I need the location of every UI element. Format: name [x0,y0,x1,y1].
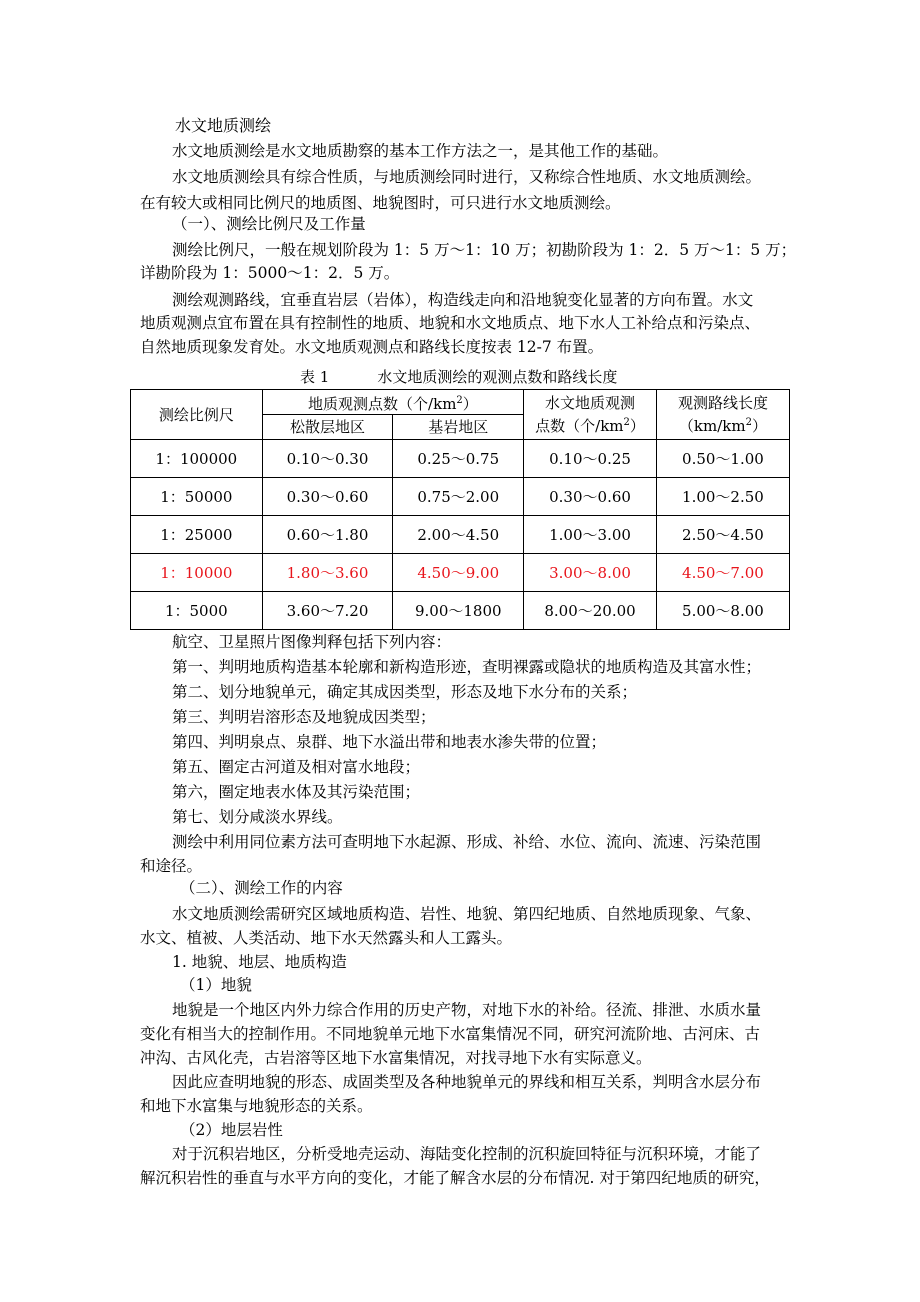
aerial-item-2: 第二、划分地貌单元，确定其成因类型，形态及地下水分布的关系； [172,683,638,701]
table-row [131,440,790,478]
landform2-line-2: 和地下水富集与地貌形态的关系。 [140,1097,373,1115]
aerial-item-5: 第五、圈定古河道及相对富水地段； [172,758,421,776]
cell-scale: 1：25000 [131,516,263,554]
header-route-length: 观测路线长度 $(km/km^2)$ [656,390,789,440]
cell-hydro: 8.00～20.00 [524,592,657,630]
aerial-item-4: 第四、判明泉点、泉群、地下水溢出带和地表水渗失带的位置； [172,733,607,751]
cell-bedrock: 0.75～2.00 [393,478,524,516]
cell-scale: 1：50000 [131,478,263,516]
table-caption [300,366,617,387]
section1-heading: （一）、测绘比例尺及工作量 [172,215,366,233]
isotope-line-2: 和途径。 [140,857,203,875]
cell-route: 2.50～4.50 [656,516,789,554]
header-scale: 测绘比例尺 [131,390,263,440]
header-hydro-points: 水文地质观测 点数（个$/km^2$） [524,390,657,440]
aerial-item-6: 第六，圈定地表水体及其污染范围； [172,783,421,801]
header-bedrock-area: 基岩地区 [393,415,524,440]
header-geo-points: 地质观测点数（个$/km^2$） [262,390,524,415]
table-row-highlighted [131,554,790,592]
table-number: 表 1 [300,368,330,386]
cell-hydro: 0.10～0.25 [524,440,657,478]
intro-line-2: 水文地质测绘具有综合性质，与地质测绘同时进行，又称综合性地质、水文地质测绘。 [172,168,762,186]
aerial-item-3: 第三、判明岩溶形态及地貌成因类型； [172,708,436,726]
route-paragraph-line-2: 地质观测点宜布置在具有控制性的地质、地貌和水文地质点、地下水人工补给点和污染点、 [140,314,761,332]
route-paragraph-line-3: 自然地质现象发育处。水文地质观测点和路线长度按表 12-7 布置。 [140,338,604,356]
cell-scale: 1：5000 [131,592,263,630]
cell-hydro: 1.00～3.00 [524,516,657,554]
route-paragraph-line-1: 测绘观测路线，宜垂直岩层（岩体），构造线走向和沿地貌变化显著的方向布置。水文 [172,291,754,309]
cell-route: 4.50～7.00 [656,554,789,592]
cell-bedrock: 9.00～1800 [393,592,524,630]
header-loose-area: 松散层地区 [262,415,393,440]
scale-paragraph-line-1: 测绘比例尺，一般在规划阶段为 1：5 万～1：10 万；初勘阶段为 1：2．5 万～1：5 万； [172,241,797,259]
scale-paragraph-line-2: 详勘阶段为 1：5000～1：2．5 万。 [140,264,400,282]
landform-line-1: 地貌是一个地区内外力综合作用的历史产物，对地下水的补给。径流、排泄、水质水量 [172,1001,762,1019]
landform-line-3: 冲沟、古风化壳，古岩溶等区地下水富集情况，对找寻地下水有实际意义。 [140,1049,652,1067]
intro-line-3: 在有较大或相同比例尺的地质图、地貌图时，可只进行水文地质测绘。 [140,194,621,212]
survey-content-line-1: 水文地质测绘需研究区域地质构造、岩性、地貌、第四纪地质、自然地质现象、气象、 [172,905,762,923]
aerial-intro: 航空、卫星照片图像判释包括下列内容： [172,633,452,651]
table-row [131,516,790,554]
aerial-item-7: 第七、划分咸淡水界线。 [172,808,343,826]
cell-loose: 0.30～0.60 [262,478,393,516]
cell-loose: 0.10～0.30 [262,440,393,478]
cell-loose: 1.80～3.60 [262,554,393,592]
isotope-line-1: 测绘中利用同位素方法可查明地下水起源、形成、补给、水位、流向、流速、污染范围 [172,833,762,851]
table-row [131,592,790,630]
survey-content-line-2: 水文、植被、人类活动、地下水天然露头和人工露头。 [140,929,513,947]
cell-route: 1.00～2.50 [656,478,789,516]
strata-line-2: 解沉积岩性的垂直与水平方向的变化，才能了解含水层的分布情况. 对于第四纪地质的研究， [140,1169,770,1187]
cell-route: 0.50～1.00 [656,440,789,478]
cell-route: 5.00～8.00 [656,592,789,630]
landform2-line-1: 因此应查明地貌的形态、成固类型及各种地貌单元的界线和相互关系，判明含水层分布 [172,1073,762,1091]
cell-hydro: 3.00～8.00 [524,554,657,592]
table-row [131,478,790,516]
subheading-strata: （2）地层岩性 [180,1121,283,1139]
cell-bedrock: 0.25～0.75 [393,440,524,478]
subheading-landform: （1）地貌 [180,976,252,994]
subheading-landform-strata: 1. 地貌、地层、地质构造 [172,953,347,971]
table-title: 水文地质测绘的观测点数和路线长度 [377,368,618,386]
cell-bedrock: 2.00～4.50 [393,516,524,554]
doc-title: 水文地质测绘 [175,116,272,135]
cell-loose: 3.60～7.20 [262,592,393,630]
landform-line-2: 变化有相当大的控制作用。不同地貌单元地下水富集情况不同，研究河流阶地、古河床、古 [140,1025,761,1043]
cell-hydro: 0.30～0.60 [524,478,657,516]
intro-line-1: 水文地质测绘是水文地质勘察的基本工作方法之一，是其他工作的基础。 [172,142,669,160]
cell-loose: 0.60～1.80 [262,516,393,554]
cell-scale: 1：100000 [131,440,263,478]
strata-line-1: 对于沉积岩地区，分析受地壳运动、海陆变化控制的沉积旋回特征与沉积环境，才能了 [172,1145,762,1163]
observation-table [130,389,790,630]
cell-bedrock: 4.50～9.00 [393,554,524,592]
cell-scale: 1：10000 [131,554,263,592]
section2-heading: （二）、测绘工作的内容 [180,879,343,897]
aerial-item-1: 第一、判明地质构造基本轮廓和新构造形迹，查明裸露或隐状的地质构造及其富水性； [172,658,762,676]
